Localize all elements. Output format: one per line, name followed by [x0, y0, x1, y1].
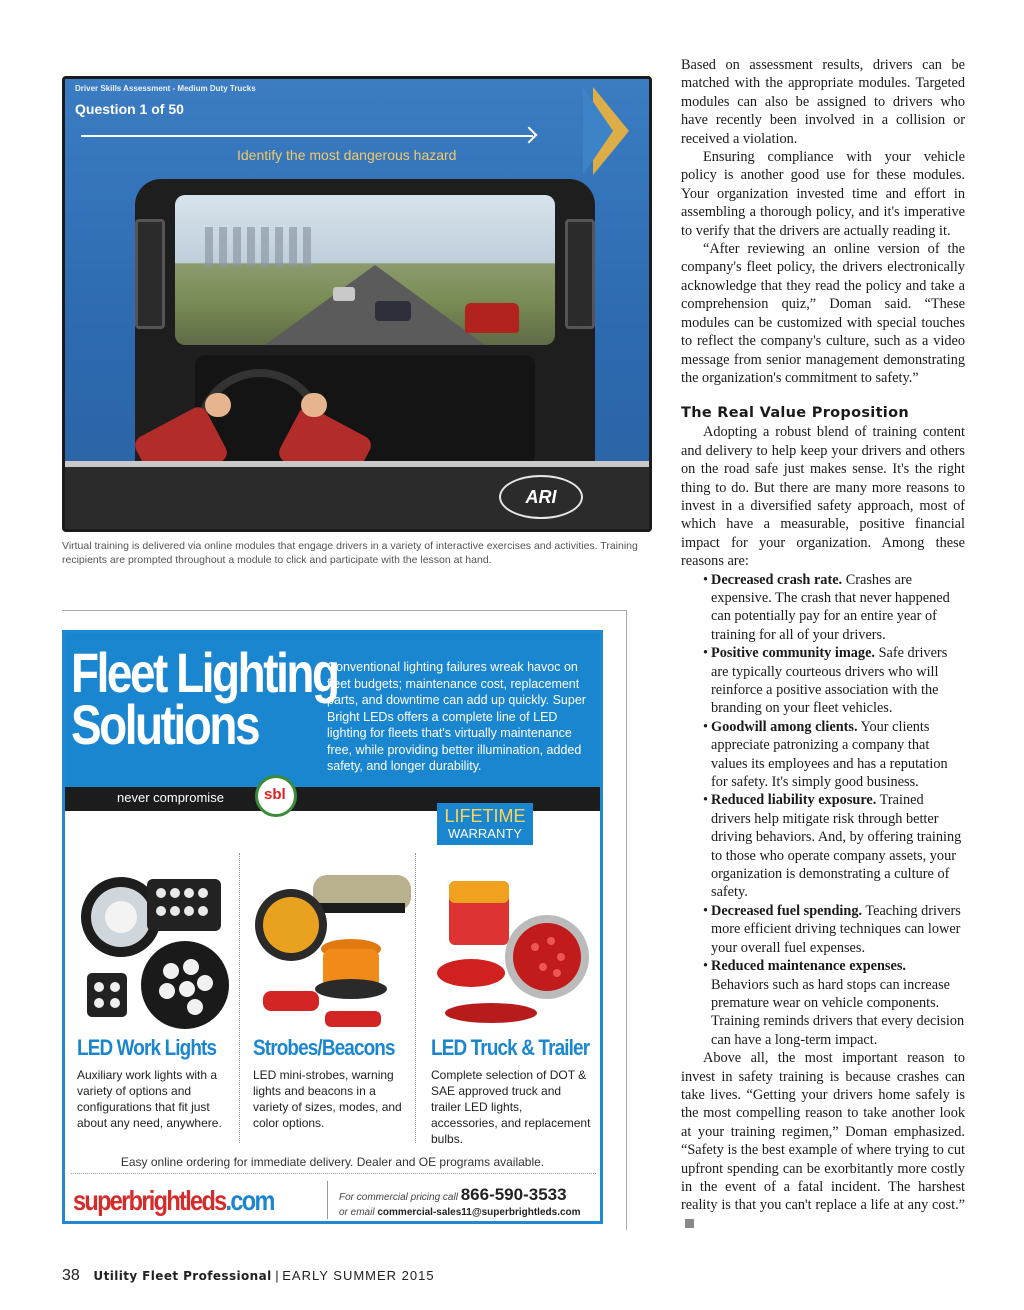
list-item-lead: Decreased crash rate.	[711, 571, 843, 588]
product-description: Complete selection of DOT & SAE approved truck and trailer LED lights, accessories, and replacement bulbs.	[431, 1068, 591, 1146]
closing-text: Above all, the most important reason to invest in safety training is because crashes can take lives. “Getting your drivers home safely is the most compelling reason to take another look at your training regimen,” Doman emphasized. “Safety is the best example of where trying to cut upfront spending can be exorbitantly more costly in the event of a fatal incident. The harshest reality is that you can't replace a life at any cost.”	[681, 1050, 965, 1214]
ad-ordering-note: Easy online ordering for immediate delivery. Dealer and OE programs available.	[120, 1155, 545, 1169]
list-item-lead: Positive community image.	[711, 645, 875, 662]
article-paragraph	[681, 1049, 965, 1233]
list-item-text: Teaching drivers more efficient driving techniques can lower your overall fuel expenses.	[711, 902, 961, 956]
product-description: LED mini-strobes, warning lights and beacons in a variety of sizes, modes, and color options.	[253, 1068, 402, 1130]
footer-separator: |	[275, 1268, 279, 1283]
email-label: or email	[339, 1207, 375, 1218]
warranty-badge	[437, 803, 533, 845]
list-item-text: Behaviors such as hard stops can increase premature wear on vehicle components. Training reminds drivers that every decision can have a long-term impact.	[711, 976, 965, 1048]
strobes-image	[253, 863, 413, 1033]
reasons-list	[703, 571, 965, 1050]
product-title: LED Truck & Trailer	[431, 1035, 590, 1060]
section-heading: The Real Value Proposition	[681, 405, 909, 422]
figure-prompt: Identify the most dangerous hazard	[237, 147, 457, 163]
page-footer	[62, 1267, 435, 1285]
windshield-view	[175, 195, 555, 345]
product-title: Strobes/Beacons	[253, 1035, 395, 1060]
list-item	[703, 571, 965, 645]
article-column	[681, 56, 965, 1233]
list-item-lead: Goodwill among clients.	[711, 718, 858, 735]
left-mirror	[135, 219, 165, 329]
column-divider	[239, 853, 240, 1143]
figure-bottom-bar	[65, 467, 649, 529]
warranty-line2: WARRANTY	[448, 826, 522, 841]
magazine-name: Utility Fleet Professional	[93, 1269, 272, 1283]
car-dark	[375, 301, 411, 321]
list-item-lead: Decreased fuel spending.	[711, 902, 863, 919]
list-item-text: Crashes are expensive. The crash that never happened can potentially pay for an entire year of training for all of your drivers.	[711, 571, 950, 643]
training-screenshot-figure	[62, 76, 652, 532]
truck-trailer-image	[431, 863, 591, 1033]
column-divider	[415, 853, 416, 1143]
pricing-label: For commercial pricing call	[339, 1192, 458, 1203]
divider-horizontal	[62, 610, 627, 611]
work-lights-image	[77, 863, 237, 1033]
product-work-lights	[77, 863, 237, 1131]
sbl-logo-icon	[255, 775, 297, 817]
truck-cab-illustration	[135, 179, 595, 479]
list-item-text: Safe drivers are typically courteous drivers who will reinforce a positive association with the branding on your fleet vehicles.	[711, 645, 948, 717]
right-mirror	[565, 219, 595, 329]
list-item-lead: Reduced liability exposure.	[711, 792, 877, 809]
contact-divider	[327, 1181, 328, 1219]
article-paragraph: “After reviewing an online version of the company's fleet policy, the drivers electronically acknowledge that they read the policy and take a comprehension quiz,” Doman said. “These modules can be customized with special touches to reflect the company's culture, such as a video message from senior management demonstrating the organization's commitment to safety.”	[681, 241, 965, 386]
driver-left-hand	[205, 393, 231, 417]
list-item-text: Trained drivers help mitigate risk through better driving behaviors. And, by offering training to those who operate company assets, your organization is demonstrating a culture of safety.	[711, 792, 962, 901]
issue-date: EARLY SUMMER 2015	[282, 1268, 435, 1283]
list-item-lead: Reduced maintenance expenses.	[711, 958, 906, 975]
ad-contact-block	[339, 1185, 581, 1220]
product-description: Auxiliary work lights with a variety of options and configurations that fit just about any need, anywhere.	[77, 1068, 222, 1130]
ad-phone: 866-590-3533	[460, 1185, 567, 1204]
advertisement	[62, 630, 603, 1224]
ad-email-link[interactable]: commercial-sales11@superbrightleds.com	[377, 1207, 581, 1218]
ad-title-line2: Solutions	[71, 693, 259, 756]
list-item	[703, 791, 965, 901]
figure-module-title: Driver Skills Assessment - Medium Duty Trucks	[75, 84, 256, 93]
figure-caption: Virtual training is delivered via online modules that engage drivers in a variety of interactive exercises and activities. Training recipients are prompted throughout a module to click and participate with the lesson at hand.	[62, 540, 638, 566]
end-mark-icon	[685, 1219, 694, 1228]
article-paragraph: Ensuring compliance with your vehicle policy is another good use for these modules. Your organization invested time and effort in assembling a thorough policy, and it's imperative to verify that the drivers are actually reading it.	[681, 149, 965, 239]
product-strobes-beacons	[253, 863, 413, 1131]
figure-question-counter: Question 1 of 50	[75, 101, 184, 117]
driver-right-hand	[301, 393, 327, 417]
ad-url-tld: .com	[225, 1185, 274, 1216]
chevron-graphic-inner	[583, 87, 613, 175]
ari-logo: ARI	[499, 475, 583, 519]
product-truck-trailer	[431, 863, 591, 1147]
ad-title	[71, 641, 338, 756]
ad-website-link[interactable]	[73, 1185, 274, 1217]
list-item-text: Your clients appreciate patronizing a company that values its employees and has a reputation for safety. It's simply good business.	[711, 718, 948, 791]
list-item	[703, 957, 965, 1049]
ad-intro: Conventional lighting failures wreak havoc on fleet budgets; maintenance cost, replacement parts, and downtime can add up quickly. Super Bright LEDs offers a complete line of LED lighting for fleets that's virtually maintenance free, while providing better illumination, added safety, and longer durability.	[327, 660, 586, 773]
list-item	[703, 644, 965, 718]
arrow-icon	[81, 135, 533, 137]
ad-dotted-divider	[71, 1173, 596, 1174]
ad-tagline: never compromise	[117, 790, 224, 805]
list-item	[703, 718, 965, 792]
article-paragraph: Based on assessment results, drivers can be matched with the appropriate modules. Targeted modules can also be assigned to drivers who have recently been involved in a collision or received a violation.	[681, 57, 965, 147]
page-number: 38	[62, 1267, 80, 1284]
warranty-line1: LIFETIME	[444, 806, 526, 826]
car-grey	[333, 287, 355, 301]
product-title: LED Work Lights	[77, 1035, 217, 1060]
ad-url-main: superbrightleds	[73, 1185, 226, 1216]
divider-vertical	[626, 610, 627, 1230]
car-red	[465, 303, 519, 333]
ad-title-line1: Fleet Lighting	[71, 641, 338, 704]
article-paragraph: Adopting a robust blend of training content and delivery to help keep your drivers and others on the road safe just makes sense. It's the right thing to do. But there are many more reasons to invest in a diversified safety approach, most of which have a measurable, positive financial impact for your organization. Among these reasons are:	[681, 424, 965, 570]
city-skyline	[205, 227, 315, 267]
list-item	[703, 902, 965, 957]
